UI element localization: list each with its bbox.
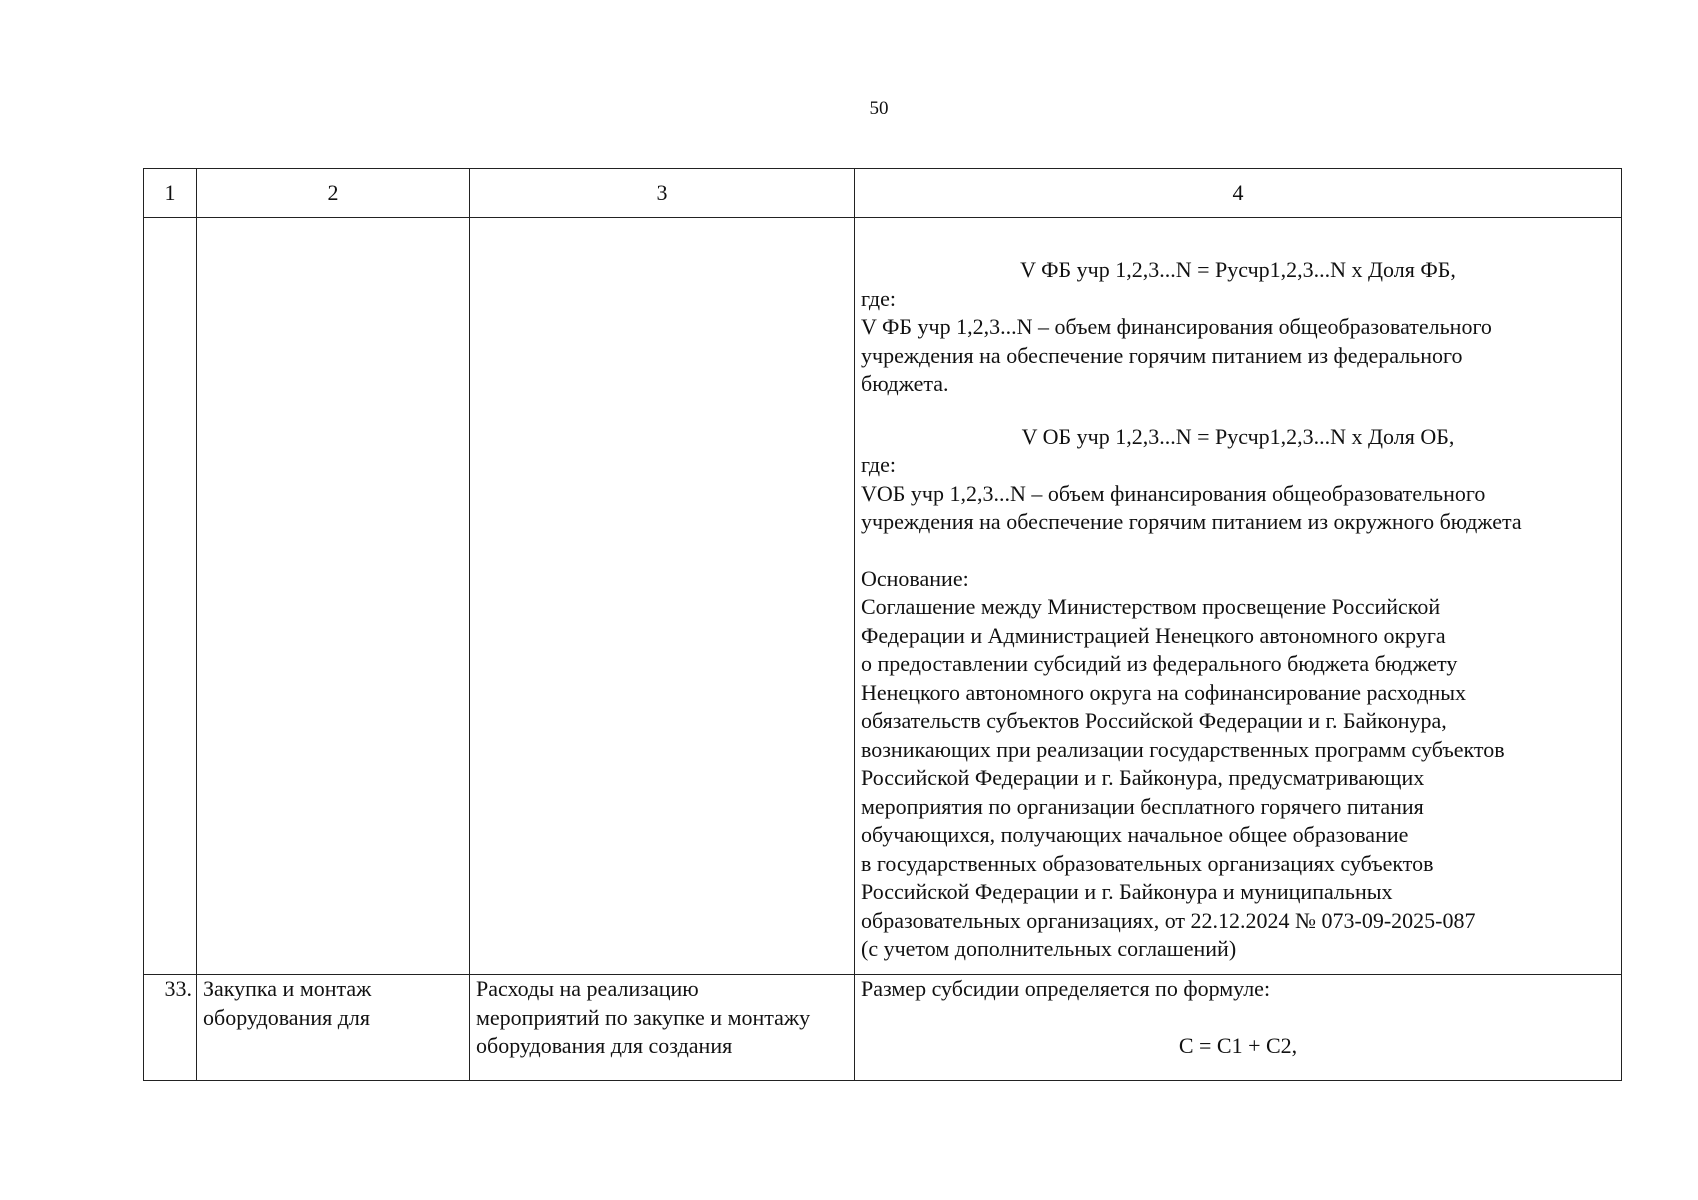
text-line: VОБ учр 1,2,3...N – объем финансирования общеобразовательного — [861, 480, 1486, 506]
basis-text — [861, 593, 1615, 964]
row2-cell-3 — [470, 975, 855, 1081]
text-line: оборудования для — [203, 1004, 371, 1030]
subsidy-formula: С = С1 + С2, — [1178, 1032, 1298, 1058]
formula-federal: V ФБ учр 1,2,3...N = Русчр1,2,3...N х Доля ФБ, — [1020, 257, 1456, 282]
row2-number: 33. — [144, 975, 197, 1081]
table-row — [144, 218, 1622, 975]
where-label: где: — [861, 285, 896, 311]
header-cell-4: 4 — [855, 169, 1622, 218]
row1-cell-1 — [144, 218, 197, 975]
row2-cell-2 — [197, 975, 470, 1081]
text-line: учреждения на обеспечение горячим питанием из федерального — [861, 342, 1463, 368]
definition-regional — [861, 480, 1615, 537]
text-line: Российской Федерации и г. Байконура, предусматривающих — [861, 765, 1425, 790]
basis-label: Основание: — [861, 565, 969, 591]
row1-cell-3 — [470, 218, 855, 975]
definition-federal — [861, 313, 1615, 399]
text-line: о предоставлении субсидий из федерального бюджета бюджету — [861, 651, 1458, 676]
row2-cell-4 — [855, 975, 1622, 1081]
text-line: (с учетом дополнительных соглашений) — [861, 936, 1237, 961]
text-line: оборудования для создания — [476, 1033, 733, 1058]
text-line: в государственных образовательных организациях субъектов — [861, 850, 1434, 876]
text-line: Ненецкого автономного округа на софинансирование расходных — [861, 679, 1467, 705]
page-number: 50 — [869, 98, 889, 119]
table-row — [144, 975, 1622, 1081]
text-line: учреждения на обеспечение горячим питанием из окружного бюджета — [861, 509, 1522, 534]
subsidy-text: Размер субсидии определяется по формуле: — [861, 976, 1271, 1001]
table-header-row — [144, 169, 1622, 218]
text-line: V ФБ учр 1,2,3...N – объем финансирования общеобразовательного — [861, 314, 1492, 339]
text-line: возникающих при реализации государственных программ субъектов — [861, 736, 1505, 762]
text-line: Закупка и монтаж — [203, 976, 372, 1001]
where-label: где: — [861, 452, 896, 477]
text-line: мероприятий по закупке и монтажу — [476, 1004, 811, 1030]
text-line: обучающихся, получающих начальное общее образование — [861, 822, 1409, 847]
row1-cell-2 — [197, 218, 470, 975]
text-line: Федерации и Администрацией Ненецкого автономного округа — [861, 622, 1446, 648]
text-line: Расходы на реализацию — [476, 976, 699, 1001]
text-line: мероприятия по организации бесплатного горячего питания — [861, 793, 1424, 819]
header-cell-2: 2 — [197, 169, 470, 218]
row1-cell-4 — [855, 218, 1622, 975]
formula-regional: V ОБ учр 1,2,3...N = Русчр1,2,3...N х Доля ОБ, — [1021, 423, 1455, 449]
text-line: образовательных организациях, от 22.12.2024 № 073-09-2025-087 — [861, 907, 1476, 933]
text-line: Соглашение между Министерством просвещение Российской — [861, 594, 1441, 619]
text-line: бюджета. — [861, 371, 949, 396]
text-line: обязательств субъектов Российской Федерации и г. Байконура, — [861, 708, 1447, 733]
header-cell-3: 3 — [470, 169, 855, 218]
document-table — [143, 168, 1622, 1081]
text-line: Российской Федерации и г. Байконура и муниципальных — [861, 879, 1393, 904]
header-cell-1: 1 — [144, 169, 197, 218]
